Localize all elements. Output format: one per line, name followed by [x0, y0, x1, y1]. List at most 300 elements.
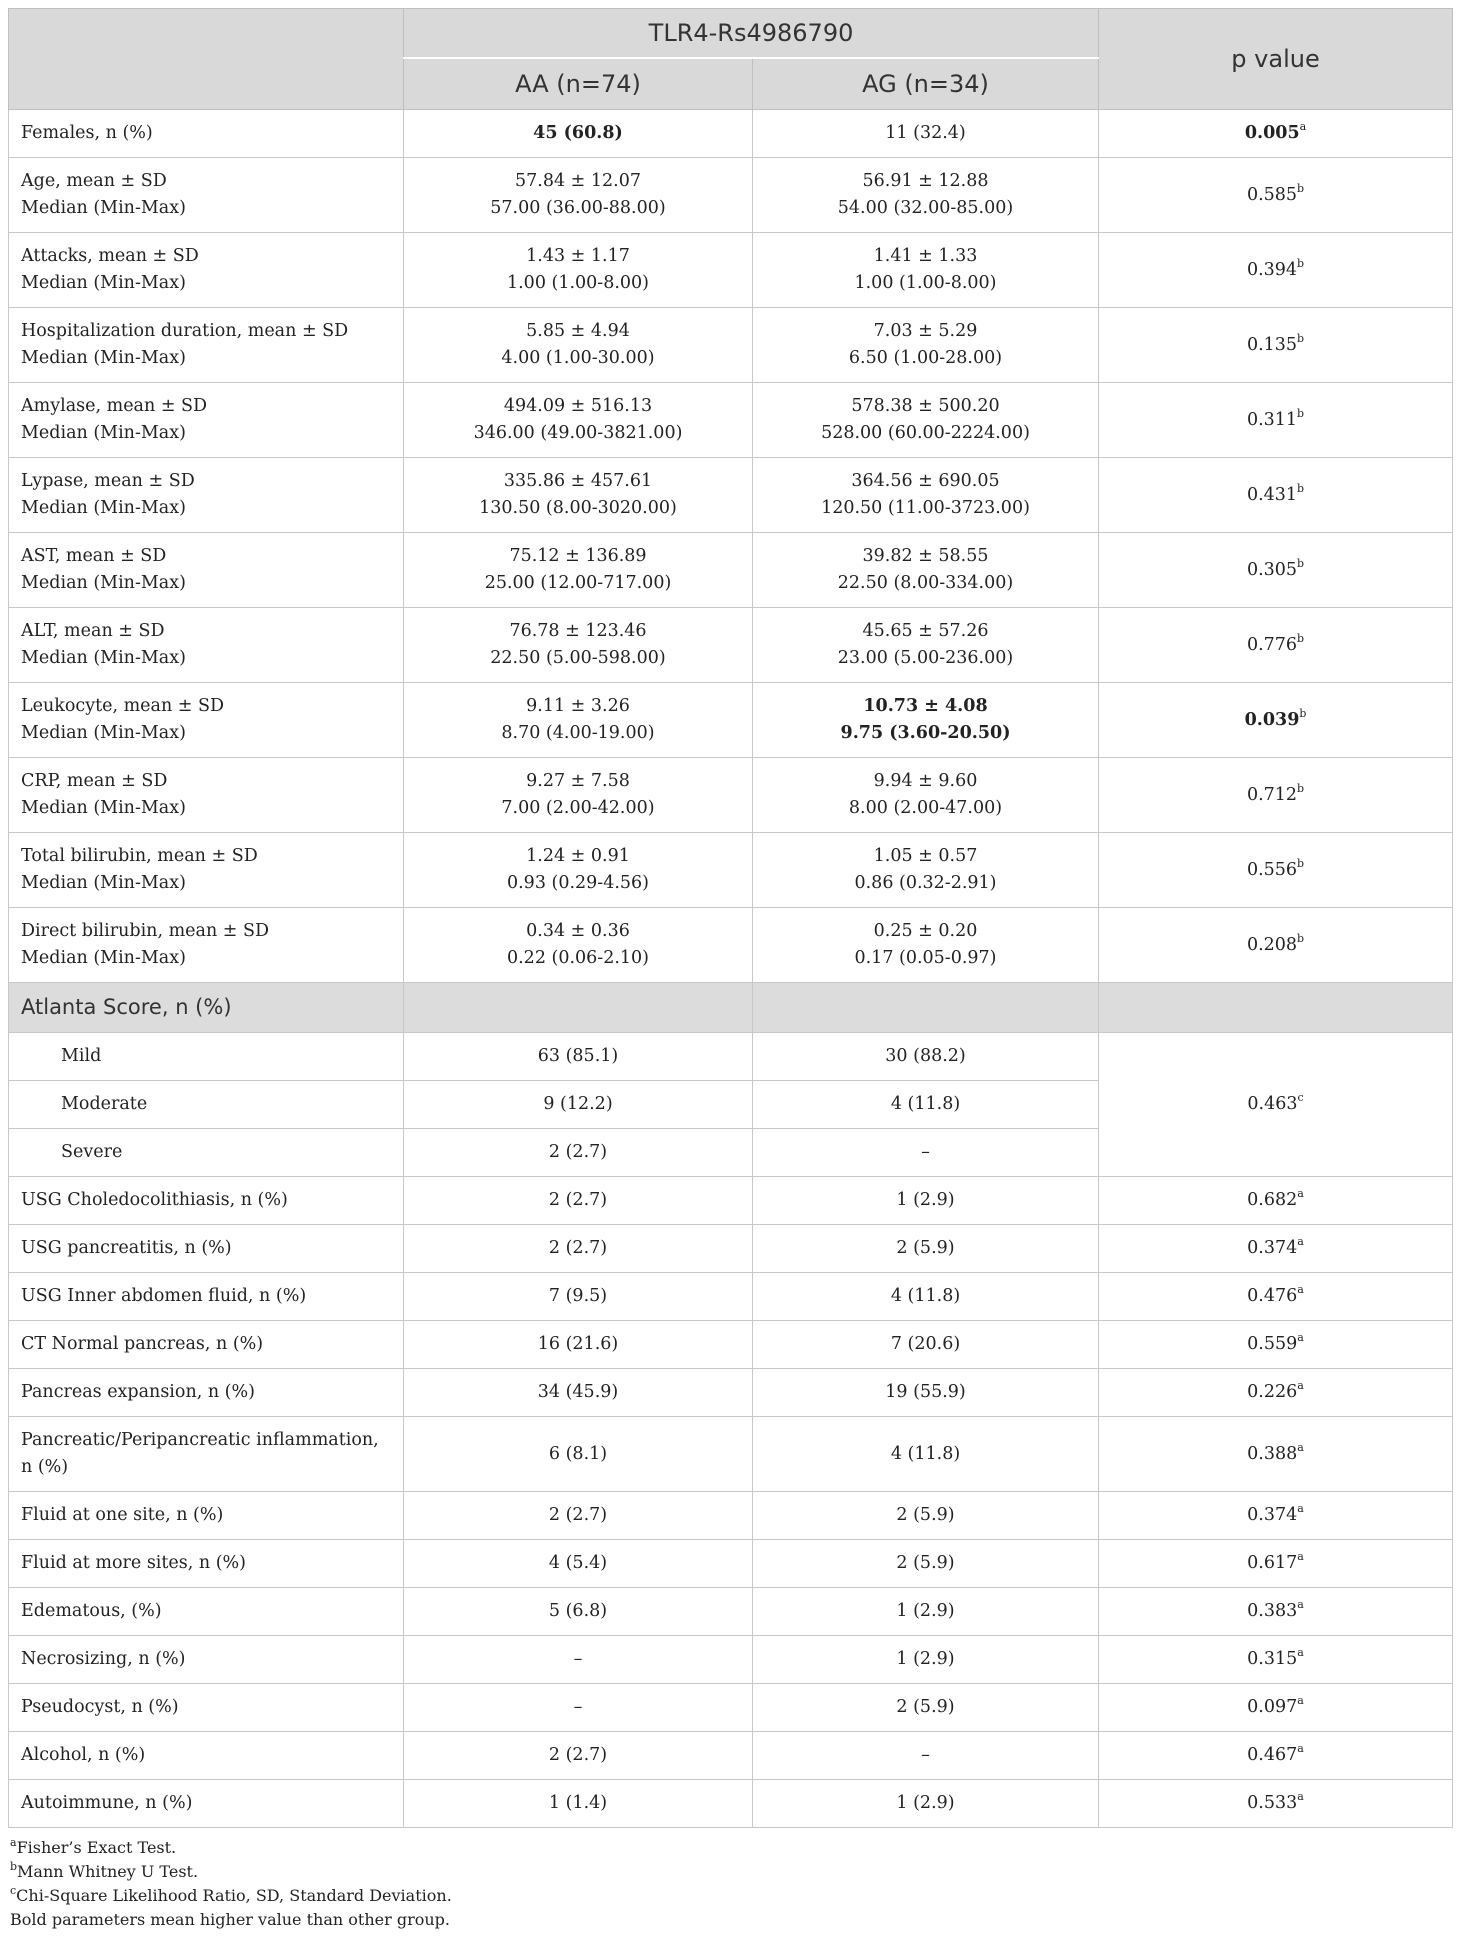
aa-value — [404, 1732, 753, 1780]
group-title: TLR4-Rs4986790 — [404, 9, 1099, 59]
ag-value — [753, 308, 1099, 383]
row-label — [9, 110, 404, 158]
ag-value — [753, 383, 1099, 458]
aa-value — [404, 383, 753, 458]
cell-line: 0.25 ± 0.20 — [873, 921, 978, 941]
cell-line: 2 (5.9) — [896, 1553, 955, 1573]
cell-line: Alcohol, n (%) — [21, 1745, 146, 1765]
table-row — [9, 608, 1453, 683]
cell-line: Fluid at one site, n (%) — [21, 1505, 224, 1525]
cell-line: 2 (5.9) — [896, 1238, 955, 1258]
cell-line: n (%) — [21, 1457, 69, 1477]
atlanta-label: Severe — [9, 1129, 404, 1177]
p-value-cell — [1099, 1780, 1453, 1828]
aa-value — [404, 1780, 753, 1828]
p-value: 0.226 — [1247, 1382, 1298, 1402]
row-label — [9, 1684, 404, 1732]
table-row — [9, 308, 1453, 383]
cell-line: 1 (1.4) — [548, 1793, 608, 1813]
table-row — [9, 1684, 1453, 1732]
cell-line: Median (Min-Max) — [21, 648, 186, 668]
footnote-marker: a — [1297, 1742, 1304, 1756]
row-label — [9, 383, 404, 458]
cell-line: – — [573, 1649, 583, 1669]
row-label — [9, 1369, 404, 1417]
row-label — [9, 1321, 404, 1369]
cell-line: 0.22 (0.06-2.10) — [506, 948, 650, 968]
p-value-cell — [1099, 1225, 1453, 1273]
p-value-cell — [1099, 1369, 1453, 1417]
aa-value — [404, 1588, 753, 1636]
p-value: 0.311 — [1246, 409, 1298, 430]
cell-line: Median (Min-Max) — [21, 723, 186, 743]
cell-line: 19 (55.9) — [885, 1382, 966, 1402]
ag-value — [753, 458, 1099, 533]
ag-value — [753, 1780, 1099, 1828]
aa-value — [404, 1492, 753, 1540]
aa-value — [404, 458, 753, 533]
aa-value — [404, 758, 753, 833]
p-value-cell — [1099, 1588, 1453, 1636]
ag-value — [753, 1492, 1099, 1540]
row-label — [9, 758, 404, 833]
cell-line: 57.00 (36.00-88.00) — [490, 198, 666, 218]
row-label — [9, 908, 404, 983]
footnote-marker: b — [10, 1859, 18, 1873]
cell-line: 1.05 ± 0.57 — [873, 846, 978, 866]
cell-line: Pancreas expansion, n (%) — [21, 1382, 255, 1402]
p-value-cell — [1099, 833, 1453, 908]
footnote-marker: a — [1297, 1550, 1304, 1564]
cell-line: 4 (11.8) — [890, 1286, 961, 1306]
table-row — [9, 833, 1453, 908]
cell-line: USG Choledocolithiasis, n (%) — [21, 1190, 288, 1210]
cell-line: Necrosizing, n (%) — [21, 1649, 186, 1669]
cell-line: Median (Min-Max) — [21, 348, 186, 368]
cell-line: 57.84 ± 12.07 — [515, 171, 641, 191]
footnote-text: Fisher’s Exact Test. — [16, 1838, 177, 1857]
cell-line: 7 (20.6) — [890, 1334, 961, 1354]
aa-value — [404, 833, 753, 908]
p-value: 0.374 — [1247, 1238, 1298, 1258]
footnote-marker: a — [1297, 1646, 1304, 1660]
footnote-marker: a — [1297, 1379, 1304, 1393]
p-value-cell — [1099, 233, 1453, 308]
p-value-cell — [1099, 683, 1453, 758]
table-row — [9, 1492, 1453, 1540]
cell-line: Pancreatic/Peripancreatic inflammation, — [21, 1430, 379, 1450]
cell-line: 4 (5.4) — [548, 1553, 608, 1573]
row-label — [9, 458, 404, 533]
ag-value — [753, 1177, 1099, 1225]
table-body-imaging — [9, 1177, 1453, 1828]
cell-line: AST, mean ± SD — [21, 546, 167, 566]
table-row — [9, 533, 1453, 608]
atlanta-section-row — [9, 983, 1453, 1033]
ag-value — [753, 1273, 1099, 1321]
table-row — [9, 1273, 1453, 1321]
ag-value: 4 (11.8) — [753, 1081, 1099, 1129]
table-row — [9, 110, 1453, 158]
p-value: 0.315 — [1247, 1649, 1298, 1669]
footnote — [10, 1884, 1452, 1908]
footnote — [10, 1860, 1452, 1884]
aa-value — [404, 158, 753, 233]
p-value: 0.039 — [1244, 709, 1300, 730]
p-value-cell — [1099, 308, 1453, 383]
p-value-cell — [1099, 1684, 1453, 1732]
cell-line: Edematous, (%) — [21, 1601, 162, 1621]
footnote-marker: b — [1299, 706, 1307, 720]
ag-value — [753, 110, 1099, 158]
aa-value — [404, 1636, 753, 1684]
footnote-marker: a — [1297, 1694, 1304, 1708]
ag-value — [753, 908, 1099, 983]
cell-line: 39.82 ± 58.55 — [862, 546, 989, 566]
row-label — [9, 1588, 404, 1636]
aa-value — [404, 1540, 753, 1588]
ag-value: 30 (88.2) — [753, 1033, 1099, 1081]
cell-line: 1 (2.9) — [896, 1793, 955, 1813]
aa-value — [404, 1369, 753, 1417]
p-value-cell — [1099, 1321, 1453, 1369]
cell-line: 335.86 ± 457.61 — [503, 471, 653, 491]
cell-line: 1.24 ± 0.91 — [526, 846, 630, 866]
footnote-marker: b — [1297, 556, 1305, 570]
ag-value — [753, 1225, 1099, 1273]
cell-line: Autoimmune, n (%) — [21, 1793, 193, 1813]
cell-line: 1 (2.9) — [896, 1601, 955, 1621]
cell-line: Median (Min-Max) — [21, 798, 186, 818]
cell-line: Leukocyte, mean ± SD — [21, 696, 225, 716]
aa-value — [404, 908, 753, 983]
p-value: 0.585 — [1246, 184, 1298, 205]
cell-line: ALT, mean ± SD — [21, 621, 165, 641]
table-container — [8, 8, 1452, 1932]
footnote-marker: a — [1297, 1235, 1304, 1249]
cell-line: 0.86 (0.32-2.91) — [854, 873, 997, 893]
cell-line: – — [921, 1745, 930, 1765]
cell-line: 0.34 ± 0.36 — [526, 921, 630, 941]
ag-value — [753, 1417, 1099, 1492]
ag-value — [753, 683, 1099, 758]
footnote — [10, 1836, 1452, 1860]
cell-line: USG pancreatitis, n (%) — [21, 1238, 232, 1258]
cell-line: 2 (2.7) — [548, 1745, 608, 1765]
ag-value — [753, 1540, 1099, 1588]
footnote-marker: a — [10, 1835, 17, 1849]
table-row — [9, 233, 1453, 308]
cell-line: – — [573, 1697, 583, 1717]
row-label — [9, 308, 404, 383]
row-label — [9, 1492, 404, 1540]
row-label — [9, 1177, 404, 1225]
cell-line: 7.00 (2.00-42.00) — [501, 798, 655, 818]
footnote-marker: a — [1297, 1502, 1304, 1516]
ag-value — [753, 1369, 1099, 1417]
row-label — [9, 1636, 404, 1684]
ag-value — [753, 1684, 1099, 1732]
footnote-marker: a — [1297, 1187, 1304, 1201]
p-value: 0.476 — [1247, 1286, 1298, 1306]
cell-line: 16 (21.6) — [537, 1334, 619, 1354]
p-value: 0.388 — [1247, 1443, 1298, 1464]
p-value: 0.467 — [1247, 1745, 1298, 1765]
header-blank-cell — [9, 9, 404, 110]
footnote-marker: a — [1297, 1440, 1304, 1454]
aa-value — [404, 1273, 753, 1321]
cell-line: 528.00 (60.00-2224.00) — [821, 423, 1030, 443]
p-value: 0.208 — [1246, 934, 1298, 955]
ag-value — [753, 833, 1099, 908]
cell-line: Hospitalization duration, mean ± SD — [21, 321, 349, 341]
p-value: 0.556 — [1246, 859, 1298, 880]
p-value-cell — [1099, 383, 1453, 458]
p-value-cell — [1099, 1540, 1453, 1588]
cell-line: 2 (2.7) — [548, 1505, 608, 1525]
cell-line: 10.73 ± 4.08 — [863, 696, 988, 716]
p-value: 0.712 — [1246, 784, 1298, 805]
cell-line: Females, n (%) — [21, 123, 153, 143]
footnote-marker: c — [1297, 1091, 1304, 1105]
aa-value: 9 (12.2) — [404, 1081, 753, 1129]
cell-line: 578.38 ± 500.20 — [851, 396, 1000, 416]
cell-line: 8.70 (4.00-19.00) — [501, 723, 655, 743]
atlanta-label: Moderate — [9, 1081, 404, 1129]
table-row — [9, 1588, 1453, 1636]
footnote-text: Mann Whitney U Test. — [17, 1862, 199, 1881]
ag-value — [753, 1732, 1099, 1780]
table-body-atlanta — [9, 983, 1453, 1177]
cell-line: 2 (5.9) — [896, 1505, 955, 1525]
table-row — [9, 758, 1453, 833]
table-row — [9, 1780, 1453, 1828]
cell-line: 45 (60.8) — [533, 123, 623, 143]
footnote-marker: b — [1297, 856, 1305, 870]
cell-line: 45.65 ± 57.26 — [862, 621, 989, 641]
cell-line: 22.50 (5.00-598.00) — [490, 648, 666, 668]
footnote — [10, 1908, 1452, 1932]
atlanta-label: Mild — [9, 1033, 404, 1081]
atlanta-row — [9, 1033, 1453, 1081]
aa-value — [404, 1684, 753, 1732]
cell-line: 54.00 (32.00-85.00) — [837, 198, 1014, 218]
footnote-marker: b — [1297, 256, 1305, 270]
cell-line: 76.78 ± 123.46 — [509, 621, 647, 641]
ag-value — [753, 233, 1099, 308]
aa-value — [404, 1417, 753, 1492]
aa-value — [404, 110, 753, 158]
cell-line: Direct bilirubin, mean ± SD — [21, 921, 270, 941]
p-value-cell — [1099, 1732, 1453, 1780]
cell-line: 494.09 ± 516.13 — [503, 396, 653, 416]
footnote-marker: a — [1297, 1331, 1304, 1345]
ag-value: – — [753, 1129, 1099, 1177]
cell-line: 7.03 ± 5.29 — [873, 321, 978, 341]
cell-line: 22.50 (8.00-334.00) — [837, 573, 1014, 593]
cell-line: 364.56 ± 690.05 — [851, 471, 1000, 491]
atlanta-title-blank — [404, 983, 753, 1033]
cell-line: 120.50 (11.00-3723.00) — [821, 498, 1030, 518]
cell-line: 0.93 (0.29-4.56) — [506, 873, 650, 893]
cell-line: 346.00 (49.00-3821.00) — [473, 423, 683, 443]
cell-line: 1 (2.9) — [896, 1190, 955, 1210]
p-value-cell — [1099, 758, 1453, 833]
header-p-value: p value — [1099, 9, 1453, 110]
cell-line: 9.27 ± 7.58 — [526, 771, 630, 791]
p-value-cell — [1099, 1273, 1453, 1321]
row-label — [9, 1273, 404, 1321]
cell-line: Median (Min-Max) — [21, 873, 186, 893]
cell-line: 25.00 (12.00-717.00) — [484, 573, 672, 593]
cell-line: 4.00 (1.00-30.00) — [501, 348, 655, 368]
footnote-marker: b — [1297, 631, 1305, 645]
cell-line: 6.50 (1.00-28.00) — [848, 348, 1003, 368]
cell-line: 6 (8.1) — [548, 1443, 608, 1464]
table-row — [9, 1417, 1453, 1492]
p-value: 0.135 — [1246, 334, 1298, 355]
cell-line: Attacks, mean ± SD — [21, 246, 199, 266]
ag-value — [753, 533, 1099, 608]
cell-line: CT Normal pancreas, n (%) — [21, 1334, 264, 1354]
p-value: 0.005 — [1244, 123, 1300, 143]
p-value-cell — [1099, 1636, 1453, 1684]
footnote-marker: b — [1297, 181, 1305, 195]
cell-line: 56.91 ± 12.88 — [862, 171, 989, 191]
cell-line: 0.17 (0.05-0.97) — [854, 948, 997, 968]
header-ag: AG (n=34) — [753, 58, 1099, 110]
cell-line: 34 (45.9) — [537, 1382, 619, 1402]
table-row — [9, 158, 1453, 233]
footnote-marker: b — [1297, 406, 1305, 420]
cell-line: Median (Min-Max) — [21, 423, 186, 443]
results-table — [8, 8, 1453, 1828]
p-value: 0.533 — [1247, 1793, 1298, 1813]
p-value: 0.682 — [1247, 1190, 1298, 1210]
cell-line: Median (Min-Max) — [21, 498, 186, 518]
cell-line: 1.00 (1.00-8.00) — [506, 273, 650, 293]
p-value-cell — [1099, 908, 1453, 983]
p-value: 0.394 — [1246, 259, 1298, 280]
p-value: 0.617 — [1247, 1553, 1298, 1573]
table-body-lab — [9, 110, 1453, 983]
p-value: 0.463 — [1247, 1094, 1298, 1114]
footnote-marker: a — [1299, 120, 1307, 134]
header-aa: AA (n=74) — [404, 58, 753, 110]
p-value-cell — [1099, 533, 1453, 608]
table-row — [9, 458, 1453, 533]
cell-line: 2 (2.7) — [548, 1190, 608, 1210]
aa-value — [404, 608, 753, 683]
footnote-marker: b — [1297, 931, 1305, 945]
ag-value — [753, 758, 1099, 833]
row-label — [9, 1540, 404, 1588]
table-row — [9, 683, 1453, 758]
cell-line: 1.43 ± 1.17 — [526, 246, 630, 266]
row-label — [9, 1225, 404, 1273]
p-value: 0.559 — [1247, 1334, 1298, 1354]
row-label — [9, 683, 404, 758]
cell-line: 4 (11.8) — [890, 1443, 961, 1464]
p-value-cell — [1099, 158, 1453, 233]
cell-line: 2 (2.7) — [548, 1238, 608, 1258]
aa-value — [404, 308, 753, 383]
aa-value — [404, 533, 753, 608]
row-label — [9, 1417, 404, 1492]
p-value-cell — [1099, 1177, 1453, 1225]
footnote-marker: b — [1297, 331, 1305, 345]
footnote-marker: b — [1297, 481, 1305, 495]
footnote-marker: a — [1297, 1283, 1304, 1297]
cell-line: Lypase, mean ± SD — [21, 471, 195, 491]
row-label — [9, 533, 404, 608]
cell-line: Pseudocyst, n (%) — [21, 1697, 179, 1717]
p-value: 0.374 — [1247, 1505, 1298, 1525]
aa-value: 2 (2.7) — [404, 1129, 753, 1177]
footnote-marker: a — [1297, 1598, 1304, 1612]
row-label — [9, 158, 404, 233]
row-label — [9, 833, 404, 908]
table-row — [9, 1225, 1453, 1273]
table-header — [9, 9, 1453, 110]
cell-line: 75.12 ± 136.89 — [509, 546, 647, 566]
footnotes — [8, 1836, 1452, 1932]
cell-line: 23.00 (5.00-236.00) — [837, 648, 1014, 668]
p-value: 0.776 — [1246, 634, 1298, 655]
aa-value: 63 (85.1) — [404, 1033, 753, 1081]
footnote-text: Chi-Square Likelihood Ratio, SD, Standard Deviation. — [16, 1886, 452, 1905]
cell-line: 5 (6.8) — [548, 1601, 608, 1621]
table-row — [9, 908, 1453, 983]
cell-line: Fluid at more sites, n (%) — [21, 1553, 247, 1573]
table-row — [9, 1321, 1453, 1369]
cell-line: Median (Min-Max) — [21, 198, 186, 218]
cell-line: 1.00 (1.00-8.00) — [854, 273, 997, 293]
p-value-cell — [1099, 458, 1453, 533]
p-value-cell — [1099, 1417, 1453, 1492]
table-row — [9, 1369, 1453, 1417]
row-label — [9, 233, 404, 308]
cell-line: Median (Min-Max) — [21, 273, 186, 293]
row-label — [9, 1732, 404, 1780]
p-value: 0.383 — [1247, 1601, 1298, 1621]
p-value-cell — [1099, 608, 1453, 683]
table-row — [9, 1732, 1453, 1780]
footnote-marker: a — [1297, 1790, 1304, 1804]
ag-value — [753, 608, 1099, 683]
footnote-marker: c — [10, 1883, 17, 1897]
aa-value — [404, 1225, 753, 1273]
table-row — [9, 1540, 1453, 1588]
cell-line: 5.85 ± 4.94 — [526, 321, 630, 341]
p-value-cell — [1099, 110, 1453, 158]
p-value: 0.305 — [1246, 559, 1298, 580]
cell-line: 2 (5.9) — [896, 1697, 955, 1717]
table-row — [9, 1177, 1453, 1225]
aa-value — [404, 1177, 753, 1225]
cell-line: Median (Min-Max) — [21, 948, 186, 968]
cell-line: Median (Min-Max) — [21, 573, 186, 593]
cell-line: 1 (2.9) — [896, 1649, 955, 1669]
p-value: 0.431 — [1246, 484, 1298, 505]
ag-value — [753, 158, 1099, 233]
atlanta-p-value-cell — [1099, 1033, 1453, 1177]
cell-line: 1.41 ± 1.33 — [873, 246, 978, 266]
aa-value — [404, 1321, 753, 1369]
footnote-marker: b — [1297, 781, 1305, 795]
ag-value — [753, 1588, 1099, 1636]
cell-line: Amylase, mean ± SD — [21, 396, 208, 416]
